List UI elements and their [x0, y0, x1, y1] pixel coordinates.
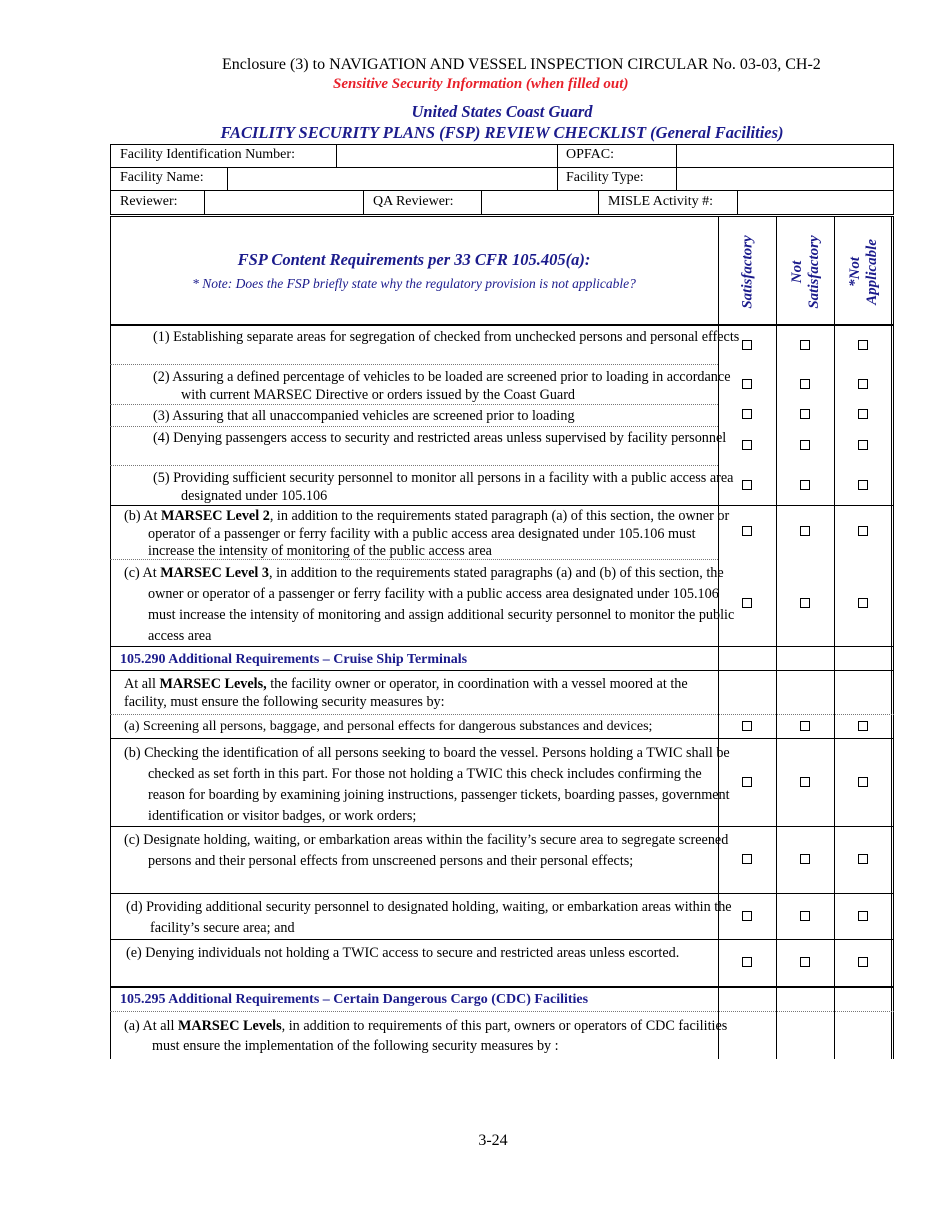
row-5-sufficient-security-personnel: (5) Providing sufficient security personnel to monitor all persons in a facility with a public access area designated under 105.106: [153, 470, 734, 504]
row-b-post: , in addition to the requirements stated paragraph (a) of this section, the owner or operator of a passenger or ferry facility with a public access area designated under 105.106 must increase the intensity of monitoring of the public access area: [148, 508, 730, 559]
row-5-satisfactory-checkbox[interactable]: [742, 480, 752, 490]
cruise-e-satisfactory-checkbox[interactable]: [742, 957, 752, 967]
misle-field[interactable]: [738, 191, 893, 214]
col-not-satisfactory-line1: Not: [789, 260, 805, 284]
row-c-satisfactory-checkbox[interactable]: [742, 598, 752, 608]
col-not-satisfactory-line2: Satisfactory: [806, 235, 822, 309]
cdc-a-marsec-levels: [124, 1016, 736, 1056]
sensitivity-notice: Sensitive Security Information (when filled out): [333, 76, 629, 92]
row-c-not-applicable-checkbox[interactable]: [858, 598, 868, 608]
row-4-not-satisfactory-checkbox[interactable]: [800, 440, 810, 450]
row-c-post: , in addition to the requirements stated paragraphs (a) and (b) of this section, the owner or operator of a passenger or ferry facility with a public access area designated under 105.106 must increase the intensity of monitoring and assign additional security personnel to monitor the public access area: [148, 565, 735, 644]
col-header-not-applicable: [835, 222, 893, 322]
cruise-b-satisfactory-checkbox[interactable]: [742, 777, 752, 787]
row-3-unaccompanied-vehicles: (3) Assuring that all unaccompanied vehicles are screened prior to loading: [153, 408, 575, 424]
misle-label: MISLE Activity #:: [608, 194, 713, 209]
cdc-a-pre: (a) At all: [124, 1018, 178, 1034]
row-2-not-applicable-checkbox[interactable]: [858, 379, 868, 389]
cruise-b-identification: (b) Checking the identification of all persons seeking to board the vessel. Persons holding a TWIC shall be checked as set forth in this part. For those not holding a TWIC this check includes confirming the reason for boarding by examining joining instructions, passenger tickets, boarding passes, government identification or visitor badges, or work orders;: [124, 745, 730, 824]
row-b-not-applicable-checkbox[interactable]: [858, 526, 868, 536]
col-header-satisfactory: [719, 222, 777, 322]
cruise-b-not-satisfactory-checkbox[interactable]: [800, 777, 810, 787]
requirements-title: FSP Content Requirements per 33 CFR 105.405(a):: [237, 250, 591, 269]
col-not-applicable-line1: *Not: [847, 257, 863, 288]
reviewer-label: Reviewer:: [120, 194, 178, 209]
cruise-a-screening: (a) Screening all persons, baggage, and personal effects for dangerous substances and devices;: [124, 719, 653, 734]
row-5-not-satisfactory-checkbox[interactable]: [800, 480, 810, 490]
row-c-not-satisfactory-checkbox[interactable]: [800, 598, 810, 608]
col-not-applicable-text: [847, 239, 881, 305]
opfac-field[interactable]: [677, 145, 893, 167]
facility-name-field[interactable]: [228, 168, 557, 190]
row-1-not-satisfactory-checkbox[interactable]: [800, 340, 810, 350]
row-b-bold: MARSEC Level 2: [161, 508, 270, 524]
cruise-c-not-satisfactory-checkbox[interactable]: [800, 854, 810, 864]
row-5-not-applicable-checkbox[interactable]: [858, 480, 868, 490]
row-c-marsec-level-3: [124, 563, 738, 647]
page-number: 3-24: [478, 1132, 508, 1149]
reviewer-field[interactable]: [205, 191, 363, 214]
cruise-d-not-satisfactory-checkbox[interactable]: [800, 911, 810, 921]
row-1-satisfactory-checkbox[interactable]: [742, 340, 752, 350]
col-satisfactory-text: Satisfactory: [739, 235, 756, 309]
row-b-marsec-level-2: [124, 508, 734, 561]
enclosure-text: Enclosure (3) to NAVIGATION AND VESSEL INSPECTION CIRCULAR No. 03-03, CH-2: [222, 56, 821, 73]
col-not-applicable-line2: Applicable: [864, 239, 880, 305]
facility-type-field[interactable]: [677, 168, 893, 190]
row-2-vehicle-screening-percentage: (2) Assuring a defined percentage of vehicles to be loaded are screened prior to loading in accordance with current MARSEC Directive or orders issued by the Coast Guard: [153, 369, 731, 403]
section-105-295-heading: 105.295 Additional Requirements – Certain Dangerous Cargo (CDC) Facilities: [120, 992, 589, 1007]
row-2-satisfactory-checkbox[interactable]: [742, 379, 752, 389]
cs-intro-bold: MARSEC Levels,: [159, 676, 267, 692]
cdc-a-post: , in addition to requirements of this part, owners or operators of CDC facilities must ensure the implementation of the following security measures by :: [152, 1018, 728, 1054]
row-b-satisfactory-checkbox[interactable]: [742, 526, 752, 536]
cruise-terminal-intro: [124, 676, 712, 711]
agency-title: United States Coast Guard: [411, 102, 593, 121]
row-4-not-applicable-checkbox[interactable]: [858, 440, 868, 450]
row-2-not-satisfactory-checkbox[interactable]: [800, 379, 810, 389]
form-title: FACILITY SECURITY PLANS (FSP) REVIEW CHECKLIST (General Facilities): [220, 123, 784, 142]
cruise-e-not-satisfactory-checkbox[interactable]: [800, 957, 810, 967]
row-c-bold: MARSEC Level 3: [160, 565, 270, 581]
row-3-not-applicable-checkbox[interactable]: [858, 409, 868, 419]
section-105-290-heading: 105.290 Additional Requirements – Cruise Ship Terminals: [120, 652, 468, 667]
opfac-label: OPFAC:: [566, 147, 614, 162]
cruise-e-not-applicable-checkbox[interactable]: [858, 957, 868, 967]
qa-reviewer-label: QA Reviewer:: [373, 194, 454, 209]
row-c-pre: (c) At: [124, 565, 161, 581]
col-header-not-satisfactory: [777, 222, 835, 322]
cdc-a-bold: MARSEC Levels: [177, 1018, 282, 1034]
cruise-a-satisfactory-checkbox[interactable]: [742, 721, 752, 731]
facility-id-label: Facility Identification Number:: [120, 147, 295, 162]
requirements-note: * Note: Does the FSP briefly state why the regulatory provision is not applicable?: [192, 276, 636, 291]
row-1-establishing-separate-areas: (1) Establishing separate areas for segregation of checked from unchecked persons and personal effects: [153, 329, 740, 345]
row-3-not-satisfactory-checkbox[interactable]: [800, 409, 810, 419]
cruise-d-additional-personnel: (d) Providing additional security personnel to designated holding, waiting, or embarkation areas within the facility’s secure area; and: [126, 899, 732, 936]
facility-type-label: Facility Type:: [566, 170, 644, 185]
row-4-satisfactory-checkbox[interactable]: [742, 440, 752, 450]
row-3-satisfactory-checkbox[interactable]: [742, 409, 752, 419]
cruise-d-satisfactory-checkbox[interactable]: [742, 911, 752, 921]
col-not-satisfactory-text: [789, 235, 823, 308]
facility-name-label: Facility Name:: [120, 170, 204, 185]
row-4-denying-passenger-access: (4) Denying passengers access to security and restricted areas unless supervised by facility personnel: [153, 430, 727, 446]
cruise-a-not-satisfactory-checkbox[interactable]: [800, 721, 810, 731]
cs-intro-post: the facility owner or operator, in coordination with a vessel moored at the facility, must ensure the following security measures by:: [124, 676, 688, 710]
row-1-not-applicable-checkbox[interactable]: [858, 340, 868, 350]
cruise-c-satisfactory-checkbox[interactable]: [742, 854, 752, 864]
cruise-e-denying-twic: (e) Denying individuals not holding a TWIC access to secure and restricted areas unless escorted.: [126, 945, 680, 961]
row-b-not-satisfactory-checkbox[interactable]: [800, 526, 810, 536]
facility-id-field[interactable]: [337, 145, 557, 167]
cruise-d-not-applicable-checkbox[interactable]: [858, 911, 868, 921]
qa-reviewer-field[interactable]: [482, 191, 598, 214]
cruise-b-not-applicable-checkbox[interactable]: [858, 777, 868, 787]
cruise-c-not-applicable-checkbox[interactable]: [858, 854, 868, 864]
cs-intro-pre: At all: [124, 676, 160, 692]
cruise-a-not-applicable-checkbox[interactable]: [858, 721, 868, 731]
row-b-pre: (b) At: [124, 508, 162, 524]
cruise-c-holding-areas: (c) Designate holding, waiting, or embarkation areas within the facility’s secure area to segregate screened persons and their personal effects from unscreened persons and their personal effects;: [124, 832, 729, 869]
